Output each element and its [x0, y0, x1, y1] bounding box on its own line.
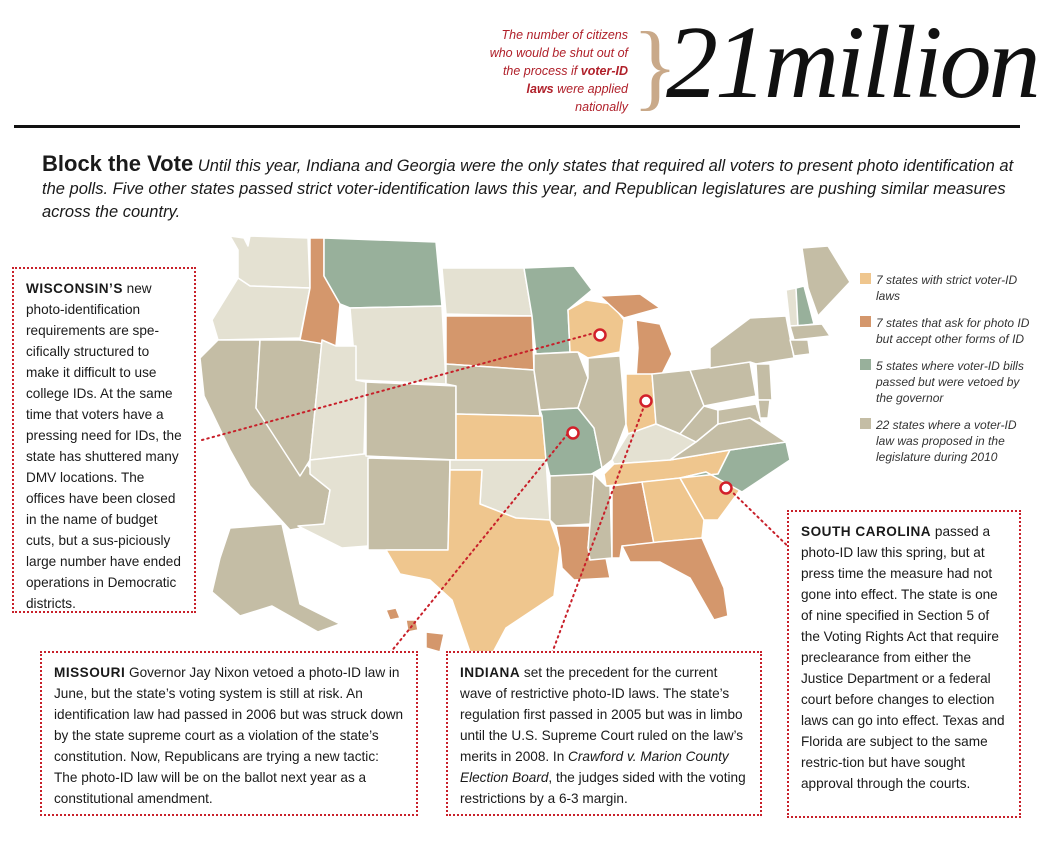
state-hi: [386, 608, 444, 652]
marker-indiana: [641, 396, 652, 407]
callout-wisconsin: [12, 267, 196, 613]
callout-text: Governor Jay Nixon vetoed a photo-ID law in June, but the state’s voting system is still at risk. An identification law had passed in 2006 but was struck down by the state supreme court as a violation of the state’s constitution. Now, Republicans are trying a new tactic: The photo-ID law will be on the ballot next year as a constitutional amendment.: [54, 665, 404, 806]
case-name: Crawford v. Marion County Election Board: [460, 749, 729, 785]
brace-decoration: }: [632, 12, 679, 119]
state-nj: [756, 364, 772, 400]
callout-state-name: INDIANA: [460, 665, 521, 680]
intro-text: Until this year, Indiana and Georgia were the only states that required all voters to present photo identification at the polls. Five other states passed strict voter-identification laws this year, and Republican legislatures are pushing similar measures across the country.: [42, 157, 1014, 221]
legend-swatch-strict: [860, 273, 871, 284]
legend-label: 7 states that ask for photo ID but accept other forms of ID: [876, 316, 1030, 346]
intro-title: Block the Vote: [42, 151, 194, 176]
state-ks: [456, 414, 546, 460]
state-nm: [368, 458, 450, 550]
state-or: [212, 278, 310, 340]
headline-caption: [488, 26, 628, 116]
callout-south-carolina: [787, 510, 1021, 818]
state-nd: [442, 268, 532, 316]
legend-item-strict: [860, 272, 1030, 304]
callout-text-end: , the judges sided with the voting restrictions by a 6-3 margin.: [460, 770, 746, 806]
intro-paragraph: [42, 152, 1022, 224]
big-number: 21million: [666, 5, 1038, 120]
legend-label: 7 states with strict voter-ID laws: [876, 273, 1018, 303]
marker-missouri: [568, 428, 579, 439]
callout-text: passed a photo-ID law this spring, but at press time the measure had not gone into effect. The state is one of nine specified in Section 5 of the Voting Rights Act that require preclearance from either the Justice Department or a federal court before changes to election laws can go into effect. Texas and Florida are subject to the same restric-tion but have sought approval through the courts.: [801, 524, 1005, 791]
header-rule: [14, 125, 1020, 128]
legend-swatch-proposed: [860, 418, 871, 429]
marker-wisconsin: [595, 330, 606, 341]
callout-text: set the precedent for the current wave of restrictive photo-ID laws. The state’s regulation first passed in 2005 but was in limbo until the U.S. Supreme Court ruled on the law’s merits in 2008. In: [460, 665, 744, 764]
state-ne: [446, 364, 540, 416]
legend-swatch-ask-photo: [860, 316, 871, 327]
state-ak: [212, 524, 340, 632]
caption-bold: voter-ID laws: [526, 64, 628, 96]
legend-label: 5 states where voter-ID bills passed but were vetoed by the governor: [876, 359, 1024, 405]
caption-text-end: were applied nationally: [553, 82, 628, 114]
legend-swatch-vetoed: [860, 359, 871, 370]
callout-text: new photo-identification requirements are spe-cifically structured to make it difficult to use college IDs. At the same time that voters have a pressing need for IDs, the state has shuttered many DMV locations. The offices have been closed in the name of budget cuts, but a sus-piciously large number have ended operations in Democratic districts.: [26, 281, 182, 611]
state-ny: [710, 316, 794, 368]
callout-missouri: [40, 651, 418, 816]
map-legend: [860, 272, 1030, 476]
legend-label: 22 states where a voter-ID law was proposed in the legislature during 2010: [876, 418, 1017, 464]
callout-state-name: WISCONSIN’S: [26, 281, 123, 296]
state-mt: [324, 238, 442, 308]
marker-south-carolina: [721, 483, 732, 494]
legend-item-vetoed: [860, 358, 1030, 406]
state-fl: [622, 538, 728, 620]
state-ma: [790, 324, 830, 340]
caption-text: The number of citizens who would be shut out of the process if: [489, 28, 628, 78]
state-ct: [790, 340, 810, 356]
state-de: [758, 400, 770, 418]
legend-item-ask-photo: [860, 315, 1030, 347]
callout-indiana: [446, 651, 762, 816]
state-ar: [550, 474, 594, 526]
state-co: [366, 382, 456, 460]
callout-state-name: MISSOURI: [54, 665, 126, 680]
state-wy: [350, 306, 446, 384]
callout-state-name: SOUTH CAROLINA: [801, 524, 932, 539]
legend-item-proposed: [860, 417, 1030, 465]
